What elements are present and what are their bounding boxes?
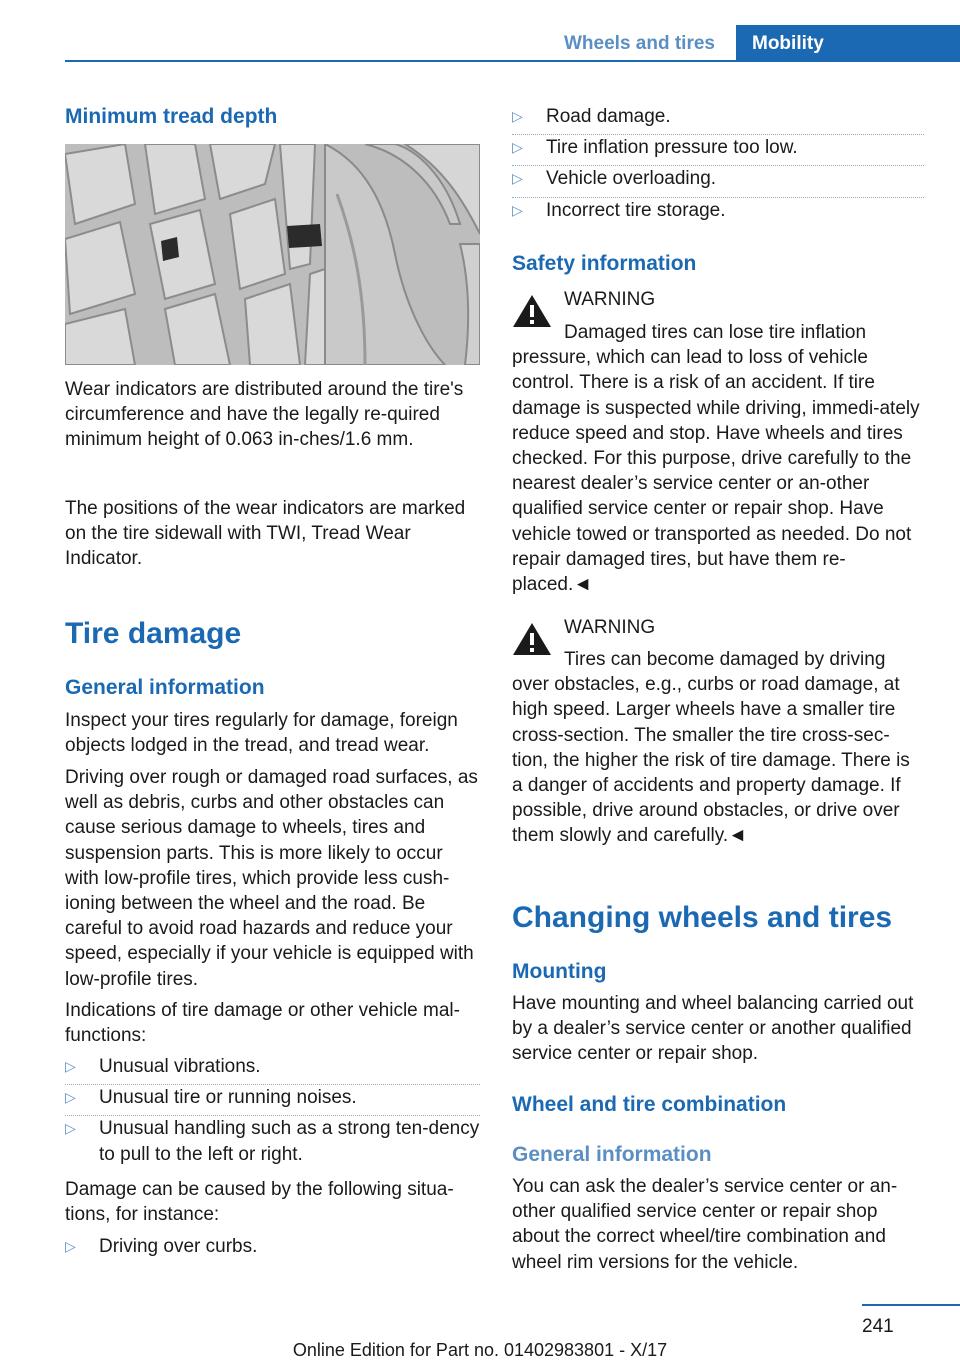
min-tread-heading: Minimum tread depth bbox=[65, 105, 278, 128]
list-item: ▷ Unusual vibrations. bbox=[65, 1054, 480, 1085]
bullet-triangle-icon: ▷ bbox=[512, 108, 523, 124]
causes-list-continued bbox=[512, 104, 924, 229]
list-item: ▷ Road damage. bbox=[512, 104, 924, 135]
warning-text: Damaged tires can lose tire inflation pressure, which can lead to loss of vehicle control. There is a risk of an accident. If tire damage is suspected while driving, immedi‐ately reduce speed and stop. Have wheels and tires checked. For this purpose, drive carefully to the nearest dealer’s service center or an‐other qualified service center or repair shop. Have vehicle towed or transported as needed. Do not repair damaged tires, but have them re‐placed.◄ bbox=[512, 322, 920, 596]
warning-text: Tires can become damaged by driving over obstacles, e.g., curbs or road damage, at high speed. Larger wheels have a smaller tire cross-section. The smaller the tire cross-sec‐tion, the higher the risk of tire damage. There is a danger of accidents and property damage. If possible, drive around obstacles, or drive over them slowly and carefully.◄ bbox=[512, 649, 910, 847]
indications-list bbox=[65, 1054, 480, 1173]
positions-text: The positions of the wear indicators are marked on the tire sidewall with TWI, Tread Wear Indicator. bbox=[65, 498, 466, 570]
bullet-triangle-icon: ▷ bbox=[65, 1058, 76, 1074]
combination-general-heading: General information bbox=[512, 1143, 712, 1166]
driving-text: Driving over rough or damaged road surfaces, as well as debris, curbs and other obstacles can cause serious damage to wheels, tires and suspension parts. This is more likely to occur with low-profile tires, which provide less cush‐ioning between the wheel and the road. Be careful to avoid road hazards and reduce your speed, especially if your vehicle is equipped with low-profile tires. bbox=[65, 767, 478, 990]
wear-indicators-text: Wear indicators are distributed around the tire's circumference and have the legally re‐quired minimum height of 0.063 in‐ches/1.6 mm. bbox=[65, 379, 464, 451]
damage-caused-text: Damage can be caused by the following situa‐tions, for instance: bbox=[65, 1179, 454, 1226]
list-item: ▷ Driving over curbs. bbox=[65, 1234, 480, 1265]
list-item: ▷ Vehicle overloading. bbox=[512, 166, 924, 197]
warning-label: WARNING bbox=[564, 289, 656, 310]
list-item: ▷ Unusual tire or running noises. bbox=[65, 1085, 480, 1116]
bullet-triangle-icon: ▷ bbox=[65, 1089, 76, 1106]
safety-information-heading: Safety information bbox=[512, 252, 697, 275]
indications-text: Indications of tire damage or other vehicle mal‐functions: bbox=[65, 1000, 460, 1047]
mounting-text: Have mounting and wheel balancing carried out by a dealer’s service center or another qualified service center or repair shop. bbox=[512, 993, 914, 1065]
combination-text: You can ask the dealer’s service center or an‐other qualified service center or repair shop about the correct wheel/tire combination and wheel rim versions for the vehicle. bbox=[512, 1176, 898, 1273]
causes-list bbox=[65, 1234, 480, 1265]
inspect-text: Inspect your tires regularly for damage, foreign objects lodged in the tread, and tread wear. bbox=[65, 710, 458, 757]
mounting-heading: Mounting bbox=[512, 960, 607, 983]
list-item: ▷ Unusual handling such as a strong ten‐dency to pull to the left or right. bbox=[65, 1118, 480, 1165]
header-rule bbox=[65, 60, 960, 62]
bullet-triangle-icon: ▷ bbox=[512, 170, 523, 187]
footer-rule bbox=[862, 1304, 960, 1306]
list-item: ▷ Tire inflation pressure too low. bbox=[512, 135, 924, 166]
bullet-triangle-icon: ▷ bbox=[65, 1120, 76, 1137]
list-item: ▷ Incorrect tire storage. bbox=[512, 198, 924, 229]
bullet-triangle-icon: ▷ bbox=[512, 139, 523, 156]
header-section-tab[interactable]: Wheels and tires bbox=[564, 32, 715, 54]
bullet-triangle-icon: ▷ bbox=[512, 201, 523, 218]
changing-wheels-heading: Changing wheels and tires bbox=[512, 901, 893, 934]
tire-damage-heading: Tire damage bbox=[65, 617, 242, 650]
header-chapter-tab[interactable]: Mobility bbox=[736, 25, 960, 62]
edition-footer: Online Edition for Part no. 01402983801 - X/17 bbox=[292, 1340, 668, 1360]
tire-tread-photo bbox=[65, 144, 480, 365]
page-number: 241 bbox=[862, 1316, 894, 1337]
general-information-heading: General information bbox=[65, 676, 265, 699]
warning-label: WARNING bbox=[564, 617, 656, 638]
wheel-tire-combination-heading: Wheel and tire combination bbox=[512, 1093, 787, 1116]
bullet-triangle-icon: ▷ bbox=[65, 1238, 76, 1254]
